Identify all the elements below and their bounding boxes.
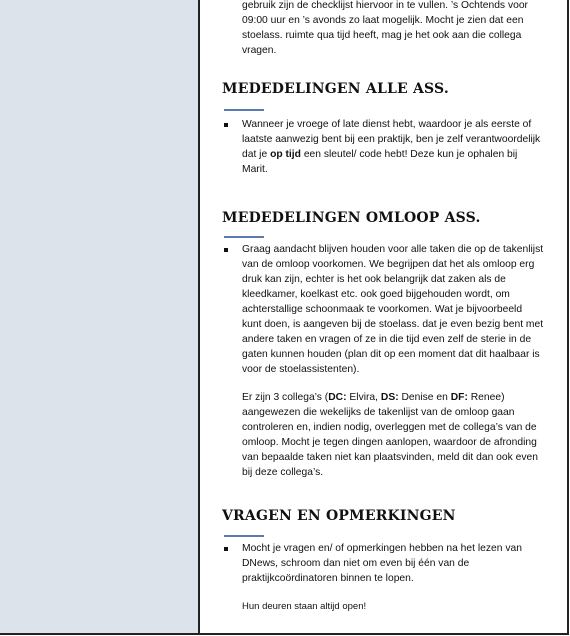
intro-paragraph: gebruik zijn de checklijst hiervoor in te vullen. ’s Ochtends voor 09:00 uur en ’s avonds zo laat mogelijk. Mocht je zien dat een stoelass. ruimte qua tijd heeft, mag je het ook aan die collega vragen. (242, 0, 528, 56)
label-ds: DS: (380, 392, 399, 403)
bullet-item-takenlijst (222, 242, 544, 377)
heading-underline (224, 109, 264, 111)
bullet-marker (224, 248, 228, 252)
left-sidebar-column (0, 0, 200, 633)
bullet-marker (224, 547, 228, 551)
heading-underline (224, 535, 264, 537)
bullet-text: Mocht je vragen en/ of opmerkingen hebben na het lezen van DNews, schroom dan niet om even bij één van de praktijkcoördinatoren binnen te lopen. (242, 543, 522, 584)
label-dc: DC: (328, 392, 347, 403)
text-part: Denise en (398, 392, 451, 403)
text-part: Elvira, (346, 392, 381, 403)
bullet-text-end: een sleutel/ code hebt! Deze kun je ophalen bij Marit. (242, 149, 518, 175)
text-part: Er zijn 3 collega’s ( (242, 392, 329, 403)
bullet-marker (224, 123, 228, 127)
bullet-text: Wanneer je vroege of late dienst hebt, waardoor je als eerste of laatste aanwezig bent bij een praktijk, ben je zelf verantwoordelijk dat je (242, 119, 541, 160)
bullet-emphasis: op tijd (270, 149, 301, 160)
bullet-item-vragen (222, 541, 544, 586)
section-heading-vragen: VRAGEN EN OPMERKINGEN (222, 508, 456, 524)
bullet-text: Graag aandacht blijven houden voor alle taken die op de takenlijst van de omloop voorkomen. We begrijpen dat het als omloop erg druk kan zijn, echter is het ook belangrijk dat zaken als de kleedkamer, koelkast etc. ook goed bijgehouden wordt, om achterstallige schoonmaak te voorkomen. Wat je bijvoorbeeld kunt doen, is aangeven bij de stoelass. dat je even bezig bent met andere taken en vragen of ze in die tijd even zelf de sterie in de gaten kunnen houden (plan dit op een moment dat dit haalbaar is voor de stoelassistenten). (242, 244, 544, 375)
section-heading-alle-ass: MEDEDELINGEN ALLE ASS. (222, 81, 449, 97)
bullet-item-sleutel (222, 117, 544, 177)
text-part: Renee) aangewezen die wekelijks de takenlijst van de omloop gaan controleren en, indien nodig, overleggen met de collega’s van de omloop. Mocht je tegen dingen aanlopen, waardoor de afronding van bepaalde taken niet kan plaatsvinden, meld dit dan ook even bij deze collega’s. (242, 392, 538, 478)
controllers-paragraph (222, 390, 544, 480)
heading-underline (224, 236, 264, 238)
section-heading-omloop-ass: MEDEDELINGEN OMLOOP ASS. (222, 210, 481, 226)
label-df: DF: (450, 392, 468, 403)
closing-line: Hun deuren staan altijd open! (242, 601, 367, 612)
